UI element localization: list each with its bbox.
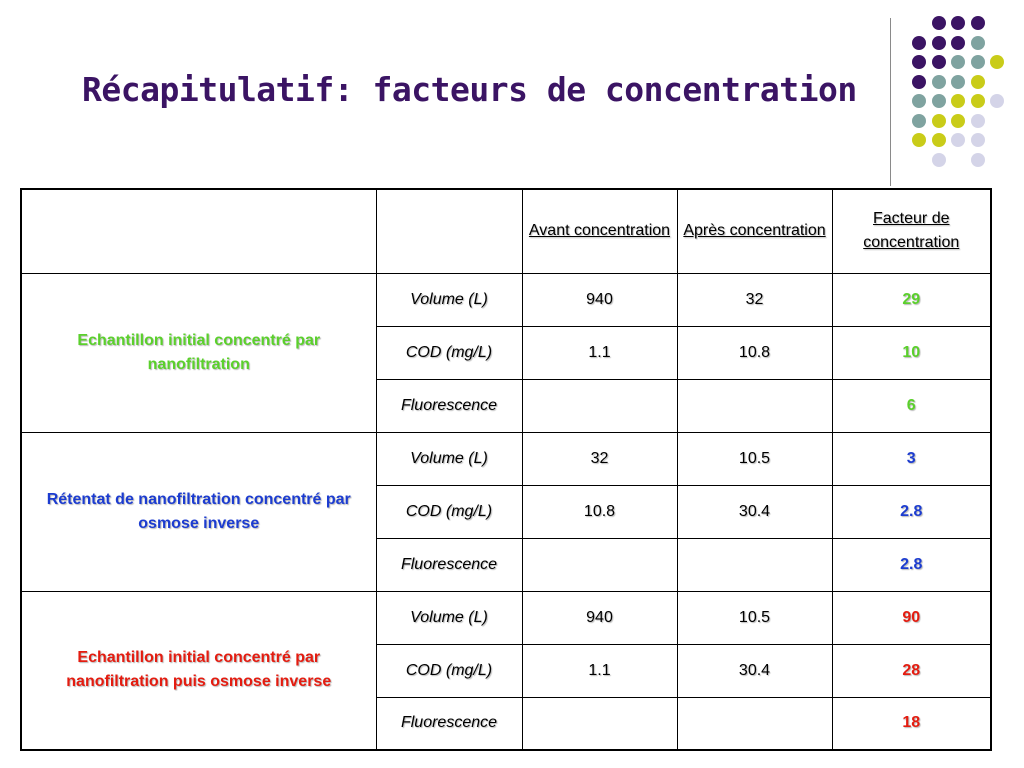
apres-cell: 30.4 — [677, 485, 832, 538]
decorative-dot — [912, 114, 926, 128]
group-label-combined: Echantillon initial concentré par nanofiltration puis osmose inverse — [21, 591, 376, 750]
page-title: Récapitulatif: facteurs de concentration — [82, 70, 857, 109]
table-row — [21, 591, 991, 644]
decorative-dot — [951, 55, 965, 69]
decorative-dot — [971, 55, 985, 69]
table-header-row — [21, 189, 991, 273]
header-facteur — [832, 189, 991, 273]
avant-cell: 32 — [522, 432, 677, 485]
factor-cell: 10 — [832, 326, 991, 379]
decorative-dot — [932, 94, 946, 108]
decorative-dot — [971, 153, 985, 167]
param-cell: Fluorescence — [376, 538, 522, 591]
decorative-dot — [971, 36, 985, 50]
header-cell-empty — [376, 189, 522, 273]
apres-cell — [677, 379, 832, 432]
header-avant-label: Avant concentration — [528, 222, 671, 240]
decorative-dot — [932, 55, 946, 69]
decorative-dot — [912, 55, 926, 69]
decorative-dot — [932, 75, 946, 89]
title-divider-line — [890, 18, 891, 186]
header-apres — [677, 189, 832, 273]
param-cell: Volume (L) — [376, 591, 522, 644]
decorative-dot — [932, 153, 946, 167]
param-cell: COD (mg/L) — [376, 644, 522, 697]
decorative-dot — [971, 133, 985, 147]
decorative-dot — [932, 16, 946, 30]
header-avant — [522, 189, 677, 273]
avant-cell — [522, 697, 677, 750]
avant-cell — [522, 379, 677, 432]
apres-cell — [677, 538, 832, 591]
decorative-dot — [971, 75, 985, 89]
factor-cell: 6 — [832, 379, 991, 432]
group-label-nanofiltration: Echantillon initial concentré par nanofiltration — [21, 273, 376, 432]
avant-cell: 1.1 — [522, 644, 677, 697]
concentration-table — [20, 188, 992, 751]
factor-cell: 90 — [832, 591, 991, 644]
decorative-dot — [932, 133, 946, 147]
decorative-dot — [951, 16, 965, 30]
apres-cell: 10.5 — [677, 591, 832, 644]
param-cell: COD (mg/L) — [376, 485, 522, 538]
header-apres-label: Après concentration — [683, 222, 826, 240]
apres-cell: 10.8 — [677, 326, 832, 379]
avant-cell — [522, 538, 677, 591]
decorative-dot — [990, 55, 1004, 69]
decorative-dot — [951, 114, 965, 128]
avant-cell: 940 — [522, 591, 677, 644]
param-cell: Volume (L) — [376, 432, 522, 485]
factor-cell: 29 — [832, 273, 991, 326]
decorative-dot — [912, 133, 926, 147]
header-facteur-label: Facteur de concentration — [863, 210, 960, 252]
group-label-osmose-inverse: Rétentat de nanofiltration concentré par osmose inverse — [21, 432, 376, 591]
decorative-dot — [932, 36, 946, 50]
decorative-dot — [971, 94, 985, 108]
factor-cell: 2.8 — [832, 538, 991, 591]
avant-cell: 10.8 — [522, 485, 677, 538]
apres-cell — [677, 697, 832, 750]
decorative-dot — [912, 36, 926, 50]
avant-cell: 1.1 — [522, 326, 677, 379]
decorative-dot — [951, 133, 965, 147]
param-cell: Fluorescence — [376, 379, 522, 432]
decorative-dot — [951, 36, 965, 50]
decorative-dot — [951, 94, 965, 108]
header-cell-empty — [21, 189, 376, 273]
decorative-dot — [951, 75, 965, 89]
param-cell: Volume (L) — [376, 273, 522, 326]
avant-cell: 940 — [522, 273, 677, 326]
decorative-dot — [912, 94, 926, 108]
decorative-dot — [932, 114, 946, 128]
factor-cell: 3 — [832, 432, 991, 485]
factor-cell: 18 — [832, 697, 991, 750]
decorative-dot — [971, 16, 985, 30]
param-cell: COD (mg/L) — [376, 326, 522, 379]
factor-cell: 28 — [832, 644, 991, 697]
decorative-dot — [990, 94, 1004, 108]
apres-cell: 10.5 — [677, 432, 832, 485]
apres-cell: 32 — [677, 273, 832, 326]
param-cell: Fluorescence — [376, 697, 522, 750]
factor-cell: 2.8 — [832, 485, 991, 538]
decorative-dot — [971, 114, 985, 128]
table-row — [21, 432, 991, 485]
table-row — [21, 273, 991, 326]
apres-cell: 30.4 — [677, 644, 832, 697]
decorative-dot — [912, 75, 926, 89]
